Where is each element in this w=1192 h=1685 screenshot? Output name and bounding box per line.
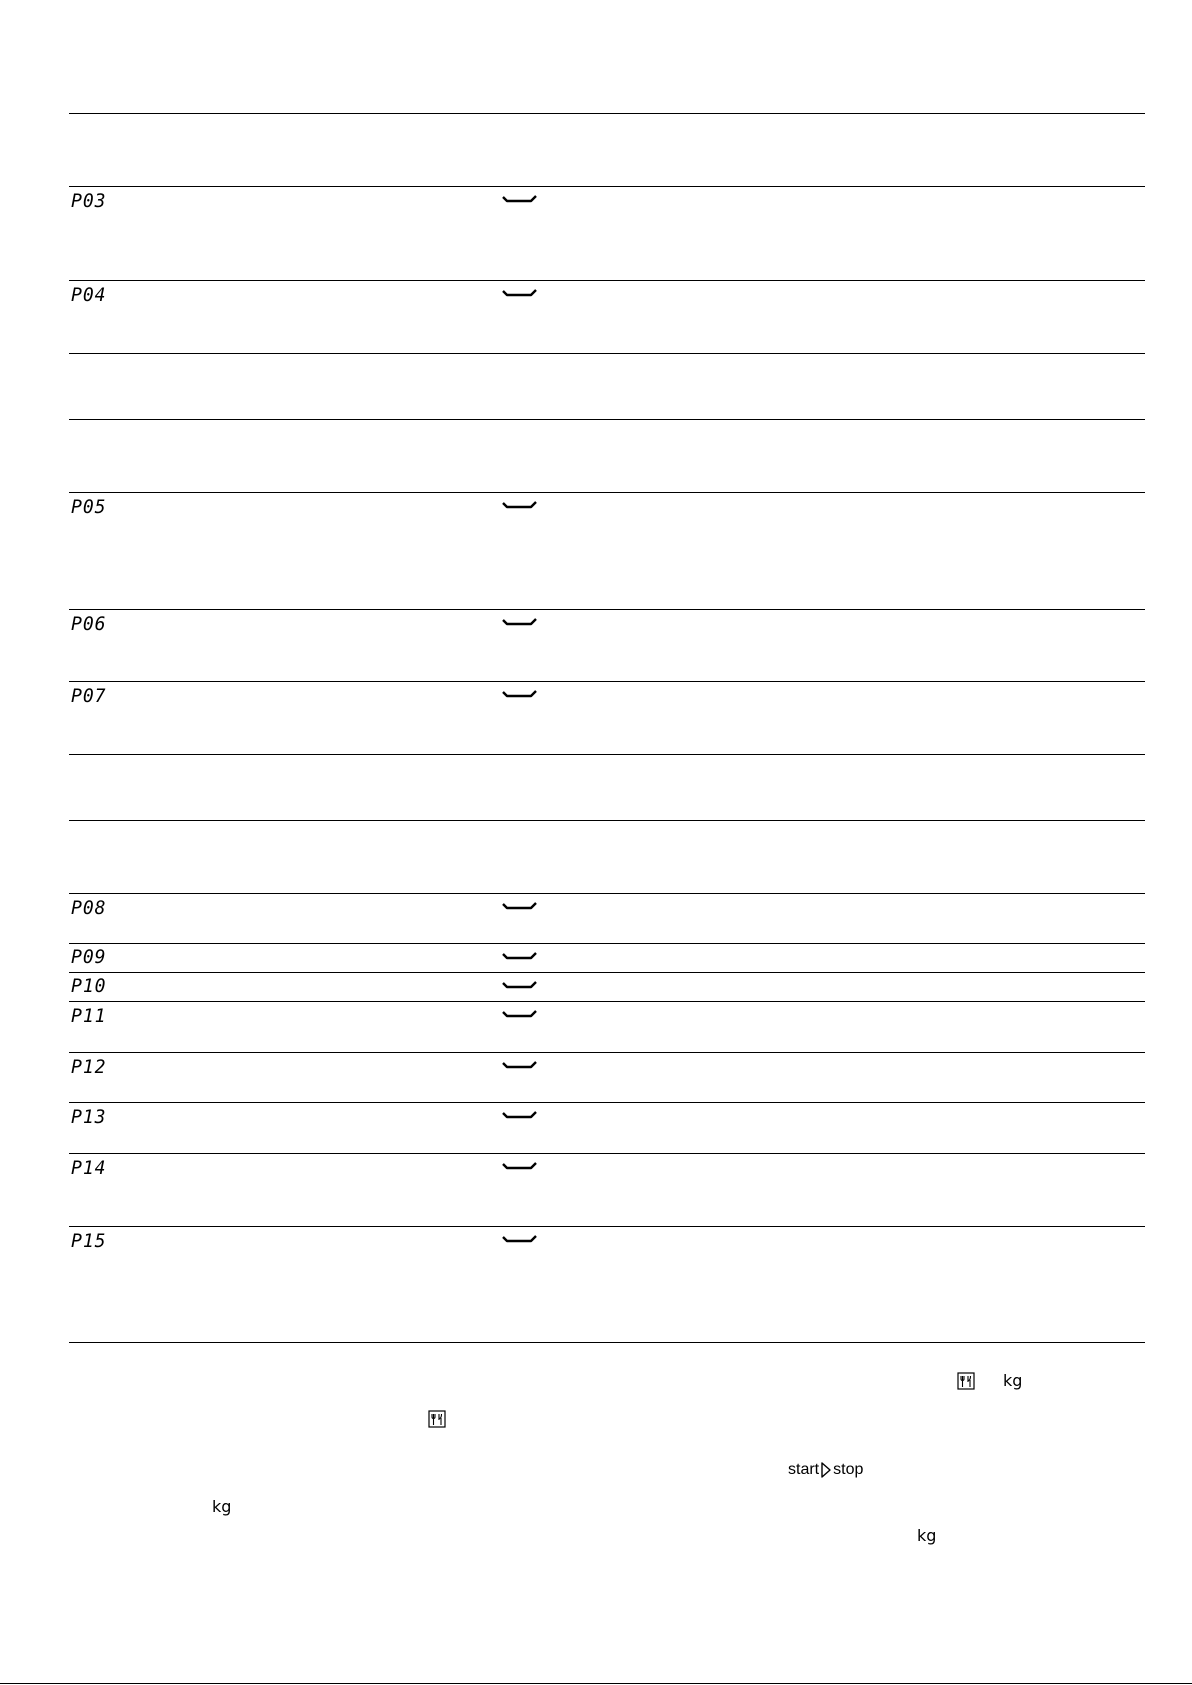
program-code: P09 xyxy=(71,946,107,968)
rack-level-icon xyxy=(502,1111,538,1121)
program-code: P06 xyxy=(71,613,107,635)
program-code: P14 xyxy=(71,1157,107,1179)
start-label: start xyxy=(788,1461,820,1478)
table-rule xyxy=(69,1102,1145,1103)
program-code: P15 xyxy=(71,1230,107,1252)
table-rule xyxy=(69,1001,1145,1002)
rack-level-icon xyxy=(502,690,538,700)
unit-kg: kg xyxy=(917,1526,937,1545)
stop-label: stop xyxy=(833,1461,864,1478)
rack-level-icon xyxy=(502,195,538,205)
rack-level-icon xyxy=(502,289,538,299)
table-rule xyxy=(69,419,1145,420)
rack-level-icon xyxy=(502,1010,538,1020)
accessories-icon xyxy=(957,1372,975,1390)
rack-level-icon xyxy=(502,981,538,991)
table-rule xyxy=(69,943,1145,944)
table-rule xyxy=(69,972,1145,973)
table-rule xyxy=(69,186,1145,187)
table-rule xyxy=(69,754,1145,755)
rack-level-icon xyxy=(502,618,538,628)
rack-level-icon xyxy=(502,902,538,912)
table-rule xyxy=(69,893,1145,894)
accessories-icon xyxy=(428,1410,446,1428)
table-rule xyxy=(69,353,1145,354)
table-rule xyxy=(69,681,1145,682)
table-top-rule xyxy=(69,113,1145,114)
unit-kg: kg xyxy=(1003,1371,1023,1390)
rack-level-icon xyxy=(502,1061,538,1071)
page-bottom-rule xyxy=(0,1683,1192,1684)
table-rule xyxy=(69,1226,1145,1227)
rack-level-icon xyxy=(502,1162,538,1172)
rack-level-icon xyxy=(502,1235,538,1245)
start-stop-play-icon xyxy=(820,1461,832,1479)
program-code: P05 xyxy=(71,496,107,518)
table-rule xyxy=(69,820,1145,821)
program-code: P10 xyxy=(71,975,107,997)
table-bottom-rule xyxy=(69,1342,1145,1343)
table-rule xyxy=(69,492,1145,493)
program-code: P08 xyxy=(71,897,107,919)
table-rule xyxy=(69,1052,1145,1053)
program-code: P07 xyxy=(71,685,107,707)
program-code: P12 xyxy=(71,1056,107,1078)
table-rule xyxy=(69,280,1145,281)
program-code: P11 xyxy=(71,1005,107,1027)
program-code: P13 xyxy=(71,1106,107,1128)
table-rule xyxy=(69,1153,1145,1154)
table-rule xyxy=(69,609,1145,610)
unit-kg: kg xyxy=(212,1497,232,1516)
program-code: P04 xyxy=(71,284,107,306)
rack-level-icon xyxy=(502,952,538,962)
program-code: P03 xyxy=(71,190,107,212)
start-stop-button-symbol xyxy=(788,1461,863,1479)
rack-level-icon xyxy=(502,501,538,511)
